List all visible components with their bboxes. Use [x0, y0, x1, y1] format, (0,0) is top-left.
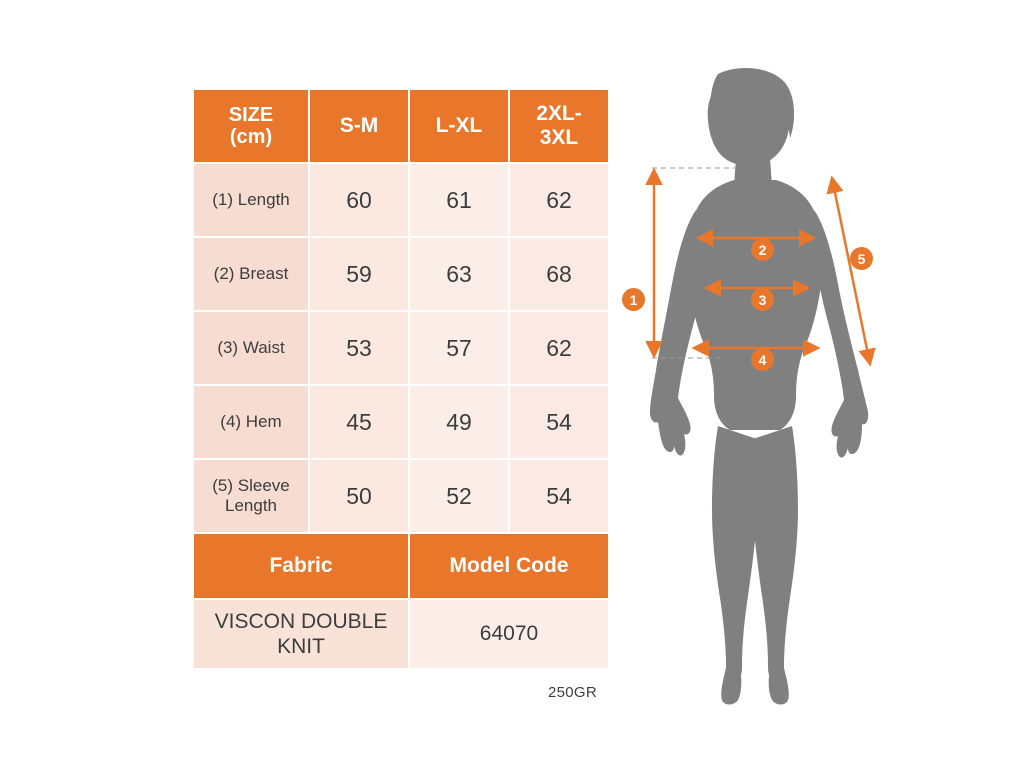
cell-length-sm: 60: [309, 163, 409, 237]
header-size: [193, 89, 309, 163]
footer-header-model-code: Model Code: [409, 533, 609, 599]
cell-length-2xl3xl: 62: [509, 163, 609, 237]
row-label-breast: (2) Breast: [193, 237, 309, 311]
table-row: [193, 237, 609, 311]
header-size-line2: (cm): [229, 126, 273, 148]
fabric-weight-note: 250GR: [548, 684, 598, 701]
cell-sleeve-lxl: 52: [409, 459, 509, 533]
table-row: [193, 311, 609, 385]
cell-sleeve-sm: 50: [309, 459, 409, 533]
footer-value-fabric: VISCON DOUBLE KNIT: [193, 599, 409, 669]
cell-waist-sm: 53: [309, 311, 409, 385]
row-label-hem: (4) Hem: [193, 385, 309, 459]
table-footer-header-row: [193, 533, 609, 599]
table-row: [193, 385, 609, 459]
header-size-line1: SIZE: [228, 103, 274, 126]
cell-breast-lxl: 63: [409, 237, 509, 311]
cell-length-lxl: 61: [409, 163, 509, 237]
cell-waist-2xl3xl: 62: [509, 311, 609, 385]
marker-2-badge: 2: [751, 238, 774, 261]
table-footer-value-row: [193, 599, 609, 669]
footer-value-model-code: 64070: [409, 599, 609, 669]
row-label-length: (1) Length: [193, 163, 309, 237]
header-2xl-3xl-line1: 2XL-: [536, 102, 582, 126]
marker-5-badge: 5: [850, 247, 873, 270]
table-row: [193, 163, 609, 237]
cell-waist-lxl: 57: [409, 311, 509, 385]
marker-4-badge: 4: [751, 348, 774, 371]
header-2xl-3xl: [509, 89, 609, 163]
cell-sleeve-2xl3xl: 54: [509, 459, 609, 533]
female-body-silhouette: [650, 68, 868, 704]
cell-hem-sm: 45: [309, 385, 409, 459]
row-label-sleeve-length: (5) Sleeve Length: [193, 459, 309, 533]
footer-header-fabric: Fabric: [193, 533, 409, 599]
cell-breast-2xl3xl: 68: [509, 237, 609, 311]
table-header-row: [193, 89, 609, 163]
table-row: [193, 459, 609, 533]
cell-hem-lxl: 49: [409, 385, 509, 459]
marker-1-badge: 1: [622, 288, 645, 311]
measurement-figure: [610, 40, 1010, 720]
row-label-waist: (3) Waist: [193, 311, 309, 385]
header-sm: S-M: [309, 89, 409, 163]
marker-3-badge: 3: [751, 288, 774, 311]
cell-hem-2xl3xl: 54: [509, 385, 609, 459]
header-lxl: L-XL: [409, 89, 509, 163]
cell-breast-sm: 59: [309, 237, 409, 311]
header-2xl-3xl-line2: 3XL: [539, 126, 579, 149]
size-chart-table: [192, 88, 610, 670]
